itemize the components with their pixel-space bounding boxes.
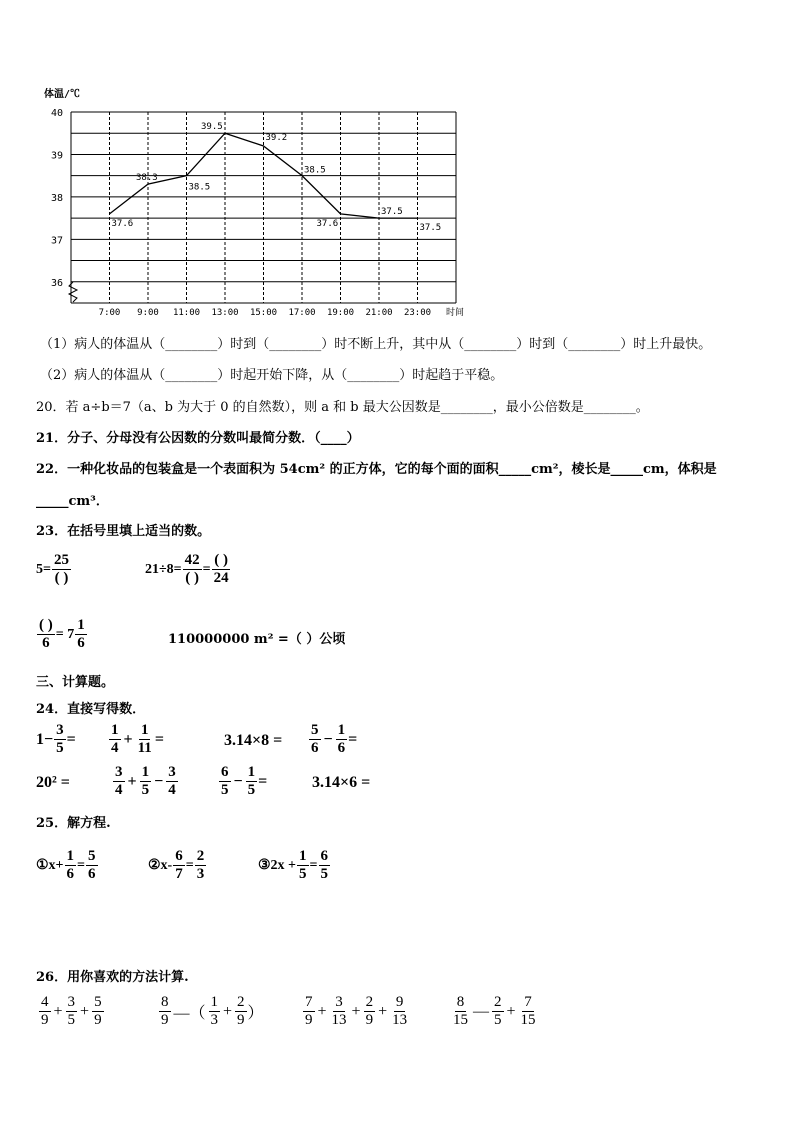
y-tick-label: 40 [51,108,64,119]
x-tick-label: 17:00 [288,308,316,318]
q23-item-a: 5= $\frac{25}{( )}$ [36,552,69,587]
chart-x-axis-label: 时间 [446,308,465,318]
q24-item-7: $\frac{6}{5}$ − $\frac{1}{5}$ = [221,764,268,799]
question-20: 20．若 a÷b＝7（a、b 为大于 0 的自然数），则 a 和 b 最大公因数是________，最小公倍数是________。 [36,400,649,415]
section-3-title: 三、计算题。 [36,675,115,690]
axis-break-mark [69,282,77,302]
question-22-line1: 22．一种化妆品的包装盒是一个表面积为 54cm² 的正方体，它的每个面的面积_____cm²，棱长是_____cm，体积是 [36,462,717,477]
data-label: 37.6 [316,218,339,229]
x-tick-label: 19:00 [326,308,355,318]
q24-item-8: 3.14×6 = [312,774,371,791]
data-label: 38.3 [136,173,158,184]
q23-item-b: 21÷8= $\frac{42}{( )}$ = $\frac{( )}{24}$ [145,552,229,587]
q26-item-b: $\frac{8}{9}$ —（ $\frac{1}{3}$ + $\frac{2}{9}$ ） [161,994,264,1029]
data-label: 38.5 [304,165,326,176]
x-tick-label: 11:00 [172,308,201,318]
x-tick-label: 9:00 [137,308,159,318]
chart-question-2: （2）病人的体温从（________）时起开始下降，从（________）时起趋于平稳。 [40,368,504,383]
x-tick-label: 23:00 [403,308,432,318]
q26-item-a: $\frac{4}{9}$ + $\frac{3}{5}$ + $\frac{5}{9}$ [41,994,102,1029]
question-22-line2: _____cm³． [36,494,109,509]
chart-y-axis-label: 体温/℃ [44,89,81,100]
q26-item-c: $\frac{7}{9}$ + $\frac{3}{13}$ + $\frac{2}{9}$ + $\frac{9}{13}$ [305,994,408,1029]
chart-question-1: （1）病人的体温从（________）时到（________）时不断上升，其中从（________）时到（________）时上升最快。 [40,337,712,352]
data-label: 37.5 [419,223,442,234]
q23-item-c: $\frac{( )}{6}$ = 7 $\frac{1}{6}$ [39,617,85,652]
data-label: 37.6 [111,218,134,229]
q25-equation-2: ②x- $\frac{6}{7}$ = $\frac{2}{3}$ [148,848,205,883]
x-tick-label: 7:00 [98,308,121,318]
q25-equation-3: ③2x + $\frac{1}{5}$ = $\frac{6}{5}$ [258,848,329,883]
q24-item-4: $\frac{5}{6}$ − $\frac{1}{6}$ = [311,722,358,757]
q26-item-d: $\frac{8}{15}$ — $\frac{2}{5}$ + $\frac{7}{15}$ [453,994,536,1029]
question-24: 24．直接写得数． [36,702,146,717]
data-label: 38.5 [188,182,211,193]
question-21: 21．分子、分母没有公因数的分数叫最简分数．（____） [36,431,360,446]
q24-item-5: 20² = [36,774,70,791]
y-tick-label: 38 [51,192,64,204]
chart-y-ticks [51,108,63,289]
y-tick-label: 39 [51,150,64,162]
chart-data-labels [112,122,442,233]
question-25: 25．解方程. [36,816,111,831]
x-tick-label: 15:00 [249,308,278,318]
q25-equation-1: ①x+ $\frac{1}{6}$ = $\frac{5}{6}$ [36,848,96,883]
q24-item-6: $\frac{3}{4}$ + $\frac{1}{5}$ − $\frac{3}{4}$ [115,764,176,799]
x-tick-label: 21:00 [365,308,393,318]
question-26: 26．用你喜欢的方法计算. [36,970,189,985]
question-23: 23．在括号里填上适当的数。 [36,524,211,539]
y-tick-label: 36 [51,277,64,289]
q23-item-d: 110000000 m² =（ ）公顷 [168,632,346,647]
q24-item-1: 1− $\frac{3}{5}$ = [36,722,76,757]
temperature-chart [30,82,480,322]
y-tick-label: 37 [51,235,64,247]
q24-item-2: $\frac{1}{4}$ + $\frac{1}{11}$ = [111,722,164,757]
x-tick-label: 13:00 [211,308,239,318]
data-label: 39.2 [265,132,288,143]
chart-x-ticks [99,308,431,318]
q24-item-3: 3.14×8 = [224,732,283,749]
data-label: 37.5 [381,207,403,218]
data-label: 39.5 [201,122,223,133]
